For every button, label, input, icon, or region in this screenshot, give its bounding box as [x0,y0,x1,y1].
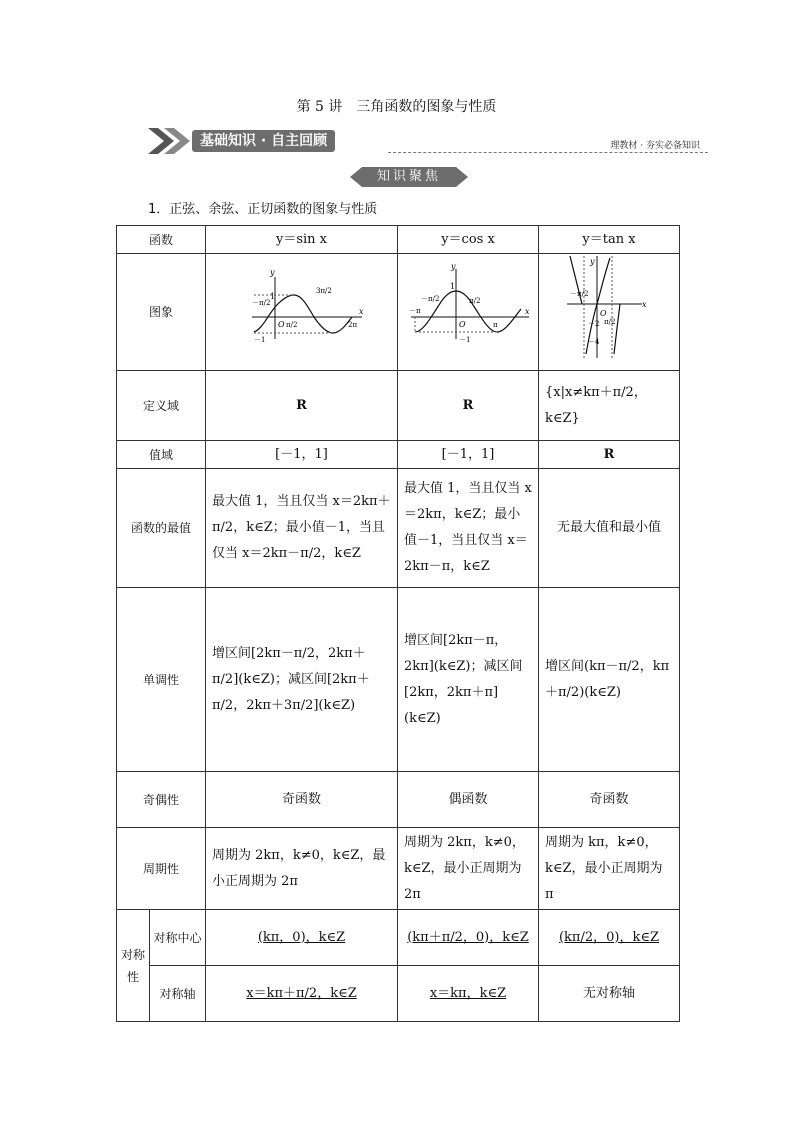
cos-y-label: y [450,262,456,271]
sin-half-pi-label: π/2 [285,321,297,329]
monotonic-cos: 增区间[2kπ－π，2kπ](k∈Z)；减区间[2kπ，2kπ＋π](k∈Z) [398,588,539,772]
knowledge-focus-badge [350,166,468,188]
tan-neg-four-label: －4 [587,338,599,346]
header-cos: y＝cos x [398,226,539,254]
table-row [117,441,680,469]
period-cos: 周期为 2kπ，k≠0，k∈Z，最小正周期为 2π [398,828,539,910]
table-row [117,226,680,254]
tan-graph [542,254,677,360]
trig-properties-table [116,225,680,1022]
cos-neg-half-pi-label: －π/2 [420,295,439,303]
section-banner [148,126,708,156]
sin-one-label: 1 [269,292,275,301]
domain-cos: R [398,371,539,441]
range-tan: R [539,441,680,469]
label-parity: 奇偶性 [117,772,206,828]
sin-three-half-pi-label: 3π/2 [315,287,332,295]
extremum-sin: 最大值 1，当且仅当 x＝2kπ＋π/2，k∈Z；最小值－1，当且仅当 x＝2kπ－π/2，k∈Z [206,469,398,588]
table-row [117,588,680,772]
domain-sin: R [206,371,398,441]
period-sin: 周期为 2kπ，k≠0，k∈Z，最小正周期为 2π [206,828,398,910]
sin-graph-cell [206,254,398,371]
tan-y-label: y [589,257,595,266]
cos-graph-cell [398,254,539,371]
table-row [117,772,680,828]
cos-neg-pi-label: －π [408,307,421,315]
page-title: 第 5 讲 三角函数的图象与性质 [296,99,497,115]
monotonic-tan: 增区间(kπ－π/2，kπ＋π/2)(k∈Z) [539,588,680,772]
cos-neg-one-label: －1 [458,336,470,344]
cos-one-label: 1 [449,282,455,291]
label-domain: 定义域 [117,371,206,441]
sin-y-label: y [269,268,275,277]
cos-pi-label: π [492,321,498,329]
table-row [117,966,680,1022]
banner-divider [388,152,708,153]
tan-half-pi-label: π/2 [603,318,615,326]
focus-label: 知识聚焦 [362,167,456,187]
label-center: 对称中心 [150,910,206,966]
label-monotonic: 单调性 [117,588,206,772]
domain-tan: {x|x≠kπ＋π/2，k∈Z} [539,371,680,441]
tan-origin-label: O [599,309,607,318]
cos-origin-label: O [458,320,466,329]
label-graph: 图象 [117,254,206,371]
center-tan: (kπ/2，0)，k∈Z [539,910,680,966]
header-function: 函数 [117,226,206,254]
axis-cos: x＝kπ，k∈Z [398,966,539,1022]
section-heading: 1．正弦、余弦、正切函数的图象与性质 [148,202,378,217]
label-extremum: 函数的最值 [117,469,206,588]
sin-neg-one-label: －1 [253,336,265,344]
label-period: 周期性 [117,828,206,910]
tan-x-label: x [641,300,647,309]
banner-label: 基础知识 · 自主回顾 [192,130,335,152]
center-cos: (kπ＋π/2，0)，k∈Z [398,910,539,966]
sin-two-pi-label: 2π [347,321,357,329]
range-sin: [－1，1] [206,441,398,469]
sin-graph [212,257,392,357]
sin-neg-half-pi-label: －π/2 [251,299,270,307]
header-tan: y＝tan x [539,226,680,254]
label-symmetry: 对称性 [117,910,150,1022]
center-sin: (kπ，0)，k∈Z [206,910,398,966]
cos-half-pi-label: π/2 [468,297,480,305]
monotonic-sin: 增区间[2kπ－π/2，2kπ＋π/2](k∈Z)；减区间[2kπ＋π/2，2kπ＋3π/2](k∈Z) [206,588,398,772]
tan-neg-half-pi-label: －π/2 [569,290,588,298]
parity-tan: 奇函数 [539,772,680,828]
sin-x-label: x [358,307,364,316]
parity-sin: 奇函数 [206,772,398,828]
period-tan: 周期为 kπ，k≠0，k∈Z，最小正周期为 π [539,828,680,910]
header-sin: y＝sin x [206,226,398,254]
range-cos: [－1，1] [398,441,539,469]
banner-right-label: 理教材 · 夯实必备知识 [610,141,700,151]
axis-sin: x＝kπ＋π/2，k∈Z [206,966,398,1022]
table-row [117,371,680,441]
table-row [117,469,680,588]
cos-graph [401,257,536,357]
axis-tan: 无对称轴 [539,966,680,1022]
sin-origin-label: O [277,320,285,329]
table-row [117,254,680,371]
tan-graph-cell [539,254,680,371]
parity-cos: 偶函数 [398,772,539,828]
label-range: 值域 [117,441,206,469]
tan-neg-two-label: －2 [587,320,599,328]
label-axis: 对称轴 [150,966,206,1022]
table-row [117,828,680,910]
extremum-cos: 最大值 1，当且仅当 x＝2kπ，k∈Z；最小值－1，当且仅当 x＝2kπ－π，k∈Z [398,469,539,588]
tan-curve-right [614,304,620,354]
cos-x-label: x [524,307,530,316]
table-row [117,910,680,966]
extremum-tan: 无最大值和最小值 [539,469,680,588]
